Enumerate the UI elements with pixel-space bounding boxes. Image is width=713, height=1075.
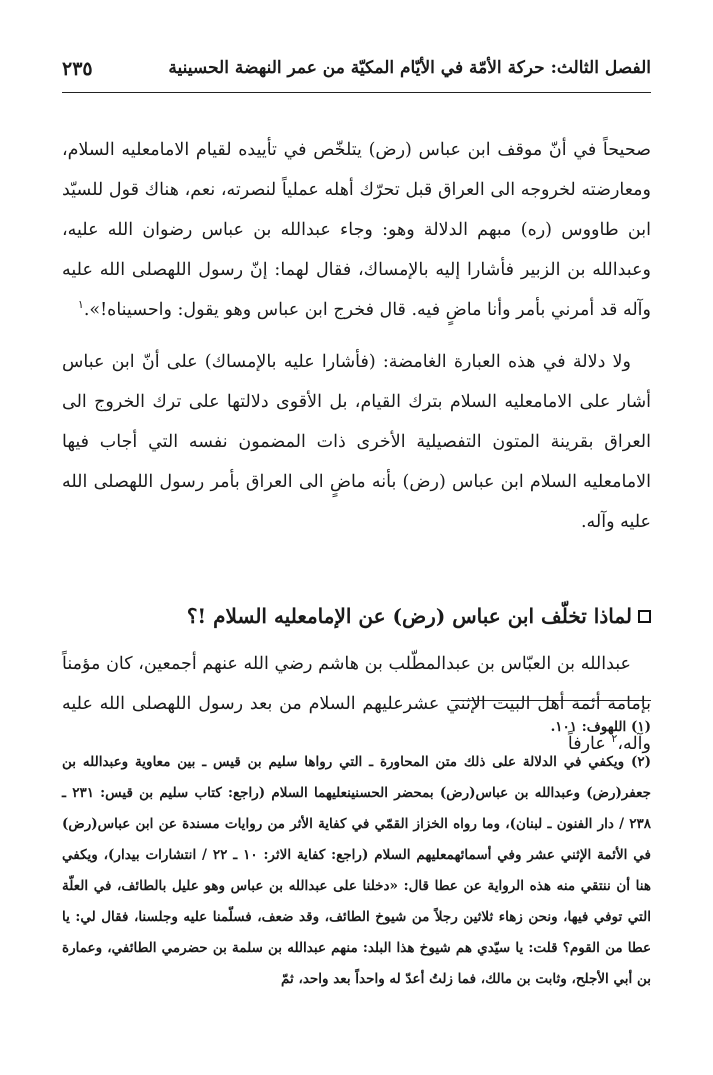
footnote-1: (١) اللهوف: ١٠١. bbox=[550, 719, 651, 735]
paragraph-2: ولا دلالة في هذه العبارة الغامضة: (فأشارا عليه بالإمساك) على أنّ ابن عباس أشار على الامامعليه السلام بترك القيام، بل الأقوى دلالتها على ترك الخروج الى العراق بقرينة المتون التفصيلية الأخرى ذات المضمون نفسه التي أجاب فيها الامامعليه السلام ابن عباس (رض) بأنه ماضٍ الى العراق بأمر رسول اللهصلى الله عليه وآله. bbox=[62, 352, 651, 532]
footnote-divider bbox=[451, 700, 651, 701]
footnote-2: (٢) ويكفي في الدلالة على ذلك متن المحاورة ـ التي رواها سليم بن قيس ـ بين معاوية وعبدالله بن جعفر(رض) وعبدالله بن عباس(رض) بمحضر الحسنينعليهما السلام (راجع: كتاب سليم بن قيس: ٢٣١ ـ ٢٣٨ / دار الفنون ـ لبنان)، وما رواه الخزاز القمّي في كفاية الأثر من روايات مسندة عن ابن عباس(رض) في الأئمة الإثني عشر وفي أسمائهمعليهم السلام (راجع: كفاية الاثر: ١٠ ـ ٢٢ / انتشارات بيدار)، ويكفي هنا أن ننتقي منه هذه الرواية عن عطا قال: «دخلنا على عبدالله بن عباس وهو عليل بالطائف، في العلّة التي توفي فيها، ونحن زهاء ثلاثين رجلاً من شيوخ الطائف، وقد ضعف، فسلّمنا عليه وجلسنا، فقال لي: يا عطا من القوم؟ قلت: يا سيّدي هم شيوخ هذا البلد: منهم عبدالله بن سلمة بن حضرمي الطائفي، وعمارة بن أبي الأجلح، وثابت بن مالك، فما زلتُ أعدّ له واحداً بعد واحد، ثمّ bbox=[62, 754, 651, 987]
paragraph-1 bbox=[62, 130, 651, 330]
footnote-ref-1: ١ bbox=[77, 298, 84, 312]
running-header bbox=[62, 58, 651, 93]
chapter-title: الفصل الثالث: حركة الأمّة في الأيّام المكيّة من عمر النهضة الحسينية bbox=[168, 58, 651, 78]
section-heading bbox=[62, 596, 651, 636]
section-heading-text: لماذا تخلّف ابن عباس (رض) عن الإمامعليه السلام !؟ bbox=[186, 604, 632, 628]
paragraph-3-text: عبدالله بن العبّاس بن عبدالمطّلب بن هاشم رضي الله عنهم أجمعين، كان مؤمناً بإمامة أئمة أهل البيت الإثني عشرعليهم السلام من بعد رسول اللهصلى الله عليه وآله، bbox=[62, 654, 651, 754]
checkbox-square-icon bbox=[638, 610, 651, 623]
main-text bbox=[62, 130, 651, 776]
paragraph-3-end: عارفاً bbox=[567, 734, 612, 754]
footnotes bbox=[62, 712, 651, 999]
page-number: ٢٣٥ bbox=[62, 58, 93, 80]
paragraph-1-text: صحيحاً في أنّ موقف ابن عباس (رض) يتلخّص في تأييده لقيام الامامعليه السلام، ومعارضته لخروجه الى العراق قبل تحرّك أهله عملياً لنصرته، نعم، هناك قول للسيّد ابن طاووس (ره) مبهم الدلالة وهو: وجاء عبدالله بن عباس رضوان الله عليه، وعبدالله بن الزبير فأشارا إليه بالإمساك، فقال لهما: إنّ رسول اللهصلى الله عليه وآله قد أمرني بأمر وأنا ماضٍ فيه. قال فخرج ابن عباس وهو يقول: واحسيناه!». bbox=[62, 140, 651, 320]
footnote-ref-2: ٢ bbox=[611, 732, 618, 746]
